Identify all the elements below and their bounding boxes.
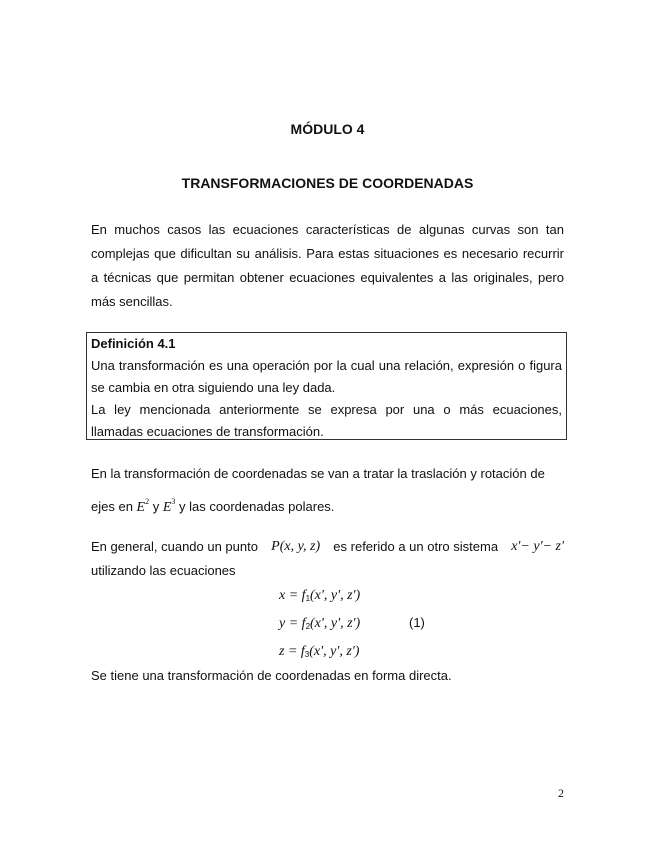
definition-box xyxy=(86,332,567,440)
euclidean-space-e3 xyxy=(162,497,176,515)
page-number: 2 xyxy=(558,786,564,800)
e3-superscript: 3 xyxy=(171,497,176,506)
e2-superscript: 2 xyxy=(145,497,150,506)
intro-paragraph: En muchos casos las ecuaciones características de algunas curvas son tan complejas que dificultan su análisis. Para estas situaciones es necesario recurrir a técnicas que permitan obtener ecuaciones equivalentes a las originales, pero más sencillas. xyxy=(91,222,564,309)
system-expression: x'− y'− z' xyxy=(511,539,564,554)
paragraph2-conjunction: y xyxy=(152,499,160,514)
paragraph3-text1: En general, cuando un punto xyxy=(91,539,258,554)
paragraph2-line2 xyxy=(91,490,564,518)
equation-2-rhs: (x', y', z') xyxy=(310,616,361,631)
equation-1 xyxy=(279,584,360,612)
e3-letter: E xyxy=(162,500,172,515)
equation-1-lhs: x = f xyxy=(279,588,306,603)
main-title: TRANSFORMACIONES DE COORDENADAS xyxy=(181,175,474,191)
paragraph2-line1: En la transformación de coordenadas se van a tratar la traslación y rotación de xyxy=(91,466,545,481)
equation-1-rhs: (x', y', z') xyxy=(310,588,361,603)
equation-block xyxy=(279,584,425,668)
point-expression: P(x, y, z) xyxy=(271,539,321,554)
equation-2-lhs: y = f xyxy=(279,616,306,631)
definition-text-2: La ley mencionada anteriormente se expresa por una o más ecuaciones, llamadas ecuaciones de transformación. xyxy=(91,402,562,439)
paragraph-transformations xyxy=(91,462,564,518)
equation-3-subscript: 3 xyxy=(304,650,310,659)
module-title: MÓDULO 4 xyxy=(290,121,365,137)
definition-title: Definición 4.1 xyxy=(91,336,176,351)
equation-1-subscript: 1 xyxy=(305,594,311,603)
e2-letter: E xyxy=(136,500,146,515)
paragraph3-text2: es referido a un otro sistema xyxy=(333,539,499,554)
equation-2 xyxy=(279,612,425,640)
equation-3 xyxy=(279,640,360,668)
paragraph3-line1 xyxy=(91,535,564,559)
paragraph2-prefix: ejes en xyxy=(91,499,133,514)
conclusion-paragraph: Se tiene una transformación de coordenadas en forma directa. xyxy=(91,668,452,683)
paragraph3-line2: utilizando las ecuaciones xyxy=(91,563,236,578)
definition-text-1: Una transformación es una operación por la cual una relación, expresión o figura se cambia en otra siguiendo una ley dada. xyxy=(91,358,562,395)
paragraph-general xyxy=(91,535,564,583)
euclidean-space-e2 xyxy=(136,497,150,515)
equation-3-lhs: z = f xyxy=(279,644,305,659)
equation-3-rhs: (x', y', z') xyxy=(309,644,360,659)
equation-number: (1) xyxy=(409,615,425,630)
paragraph2-suffix: y las coordenadas polares. xyxy=(179,499,335,514)
equation-2-subscript: 2 xyxy=(305,622,311,631)
